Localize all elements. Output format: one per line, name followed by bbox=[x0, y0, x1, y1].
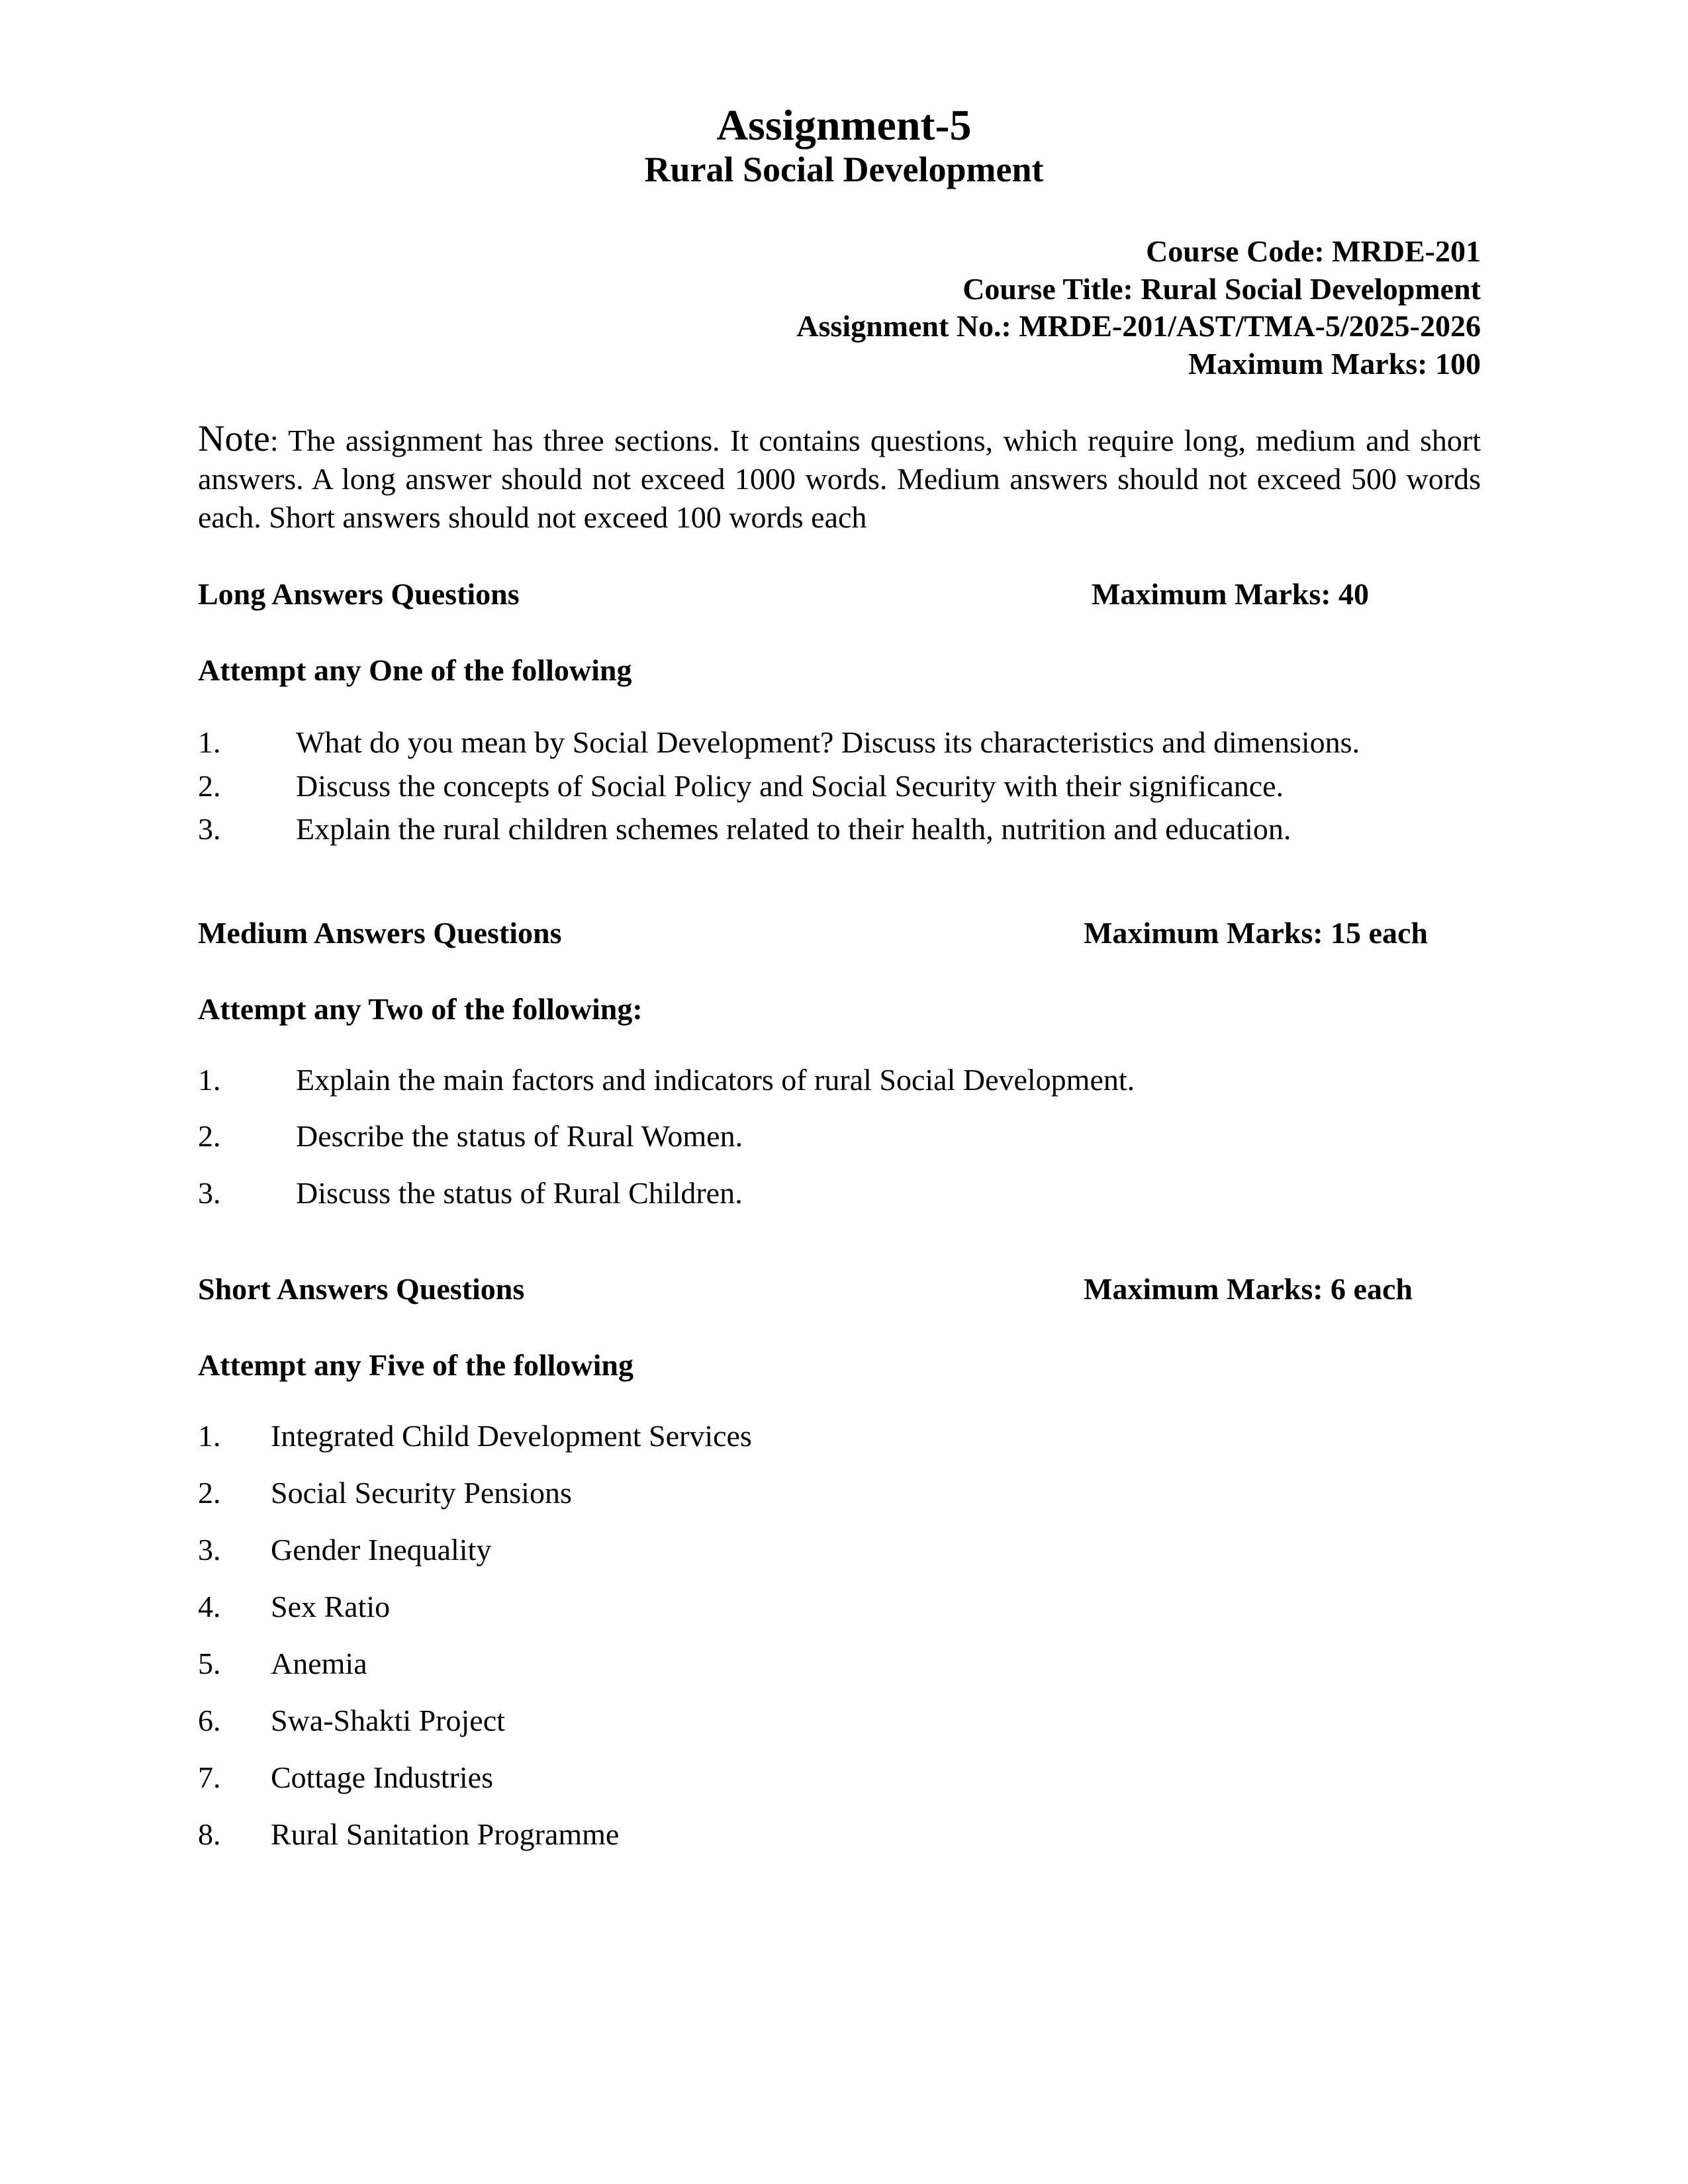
medium-question-number: 1. bbox=[198, 1063, 221, 1097]
medium-question-number: 2. bbox=[198, 1119, 221, 1153]
long-question-text: What do you mean by Social Development? Discuss its characteristics and dimensions. bbox=[296, 725, 1360, 759]
short-question-number: 5. bbox=[198, 1647, 221, 1680]
medium-question-text: Discuss the status of Rural Children. bbox=[296, 1176, 743, 1210]
assignment-number: Assignment No.: MRDE-201/AST/TMA-5/2025-2026 bbox=[796, 309, 1481, 343]
short-question-text: Integrated Child Development Services bbox=[271, 1419, 752, 1453]
long-question-text: Discuss the concepts of Social Policy and Social Security with their significance. bbox=[296, 769, 1284, 803]
short-question-text: Anemia bbox=[271, 1647, 367, 1680]
short-question-text: Cottage Industries bbox=[271, 1760, 493, 1794]
course-code: Course Code: MRDE-201 bbox=[1146, 234, 1481, 268]
short-section-heading: Short Answers Questions bbox=[198, 1272, 525, 1306]
note-label: Note bbox=[198, 418, 270, 459]
page-subtitle: Rural Social Development bbox=[644, 150, 1044, 189]
course-title: Course Title: Rural Social Development bbox=[962, 272, 1481, 306]
short-question-number: 2. bbox=[198, 1476, 221, 1510]
short-question-text: Rural Sanitation Programme bbox=[271, 1817, 620, 1851]
long-question-text: Explain the rural children schemes related to their health, nutrition and education. bbox=[296, 812, 1291, 846]
short-question-number: 8. bbox=[198, 1817, 221, 1851]
short-question-text: Sex Ratio bbox=[271, 1590, 391, 1623]
short-section-marks: Maximum Marks: 6 each bbox=[1084, 1272, 1413, 1306]
note-text: : The assignment has three sections. It contains questions, which require long, medium and short answers. A long answer should not exceed 1000 words. Medium answers should not exceed 500 words each. Short answers should not exceed 100 words each bbox=[198, 424, 1481, 534]
long-section-marks: Maximum Marks: 40 bbox=[1092, 577, 1370, 611]
long-section-heading: Long Answers Questions bbox=[198, 577, 520, 611]
medium-section-marks: Maximum Marks: 15 each bbox=[1084, 916, 1428, 950]
short-question-text: Social Security Pensions bbox=[271, 1476, 572, 1510]
short-question-text: Gender Inequality bbox=[271, 1533, 492, 1567]
medium-question-text: Explain the main factors and indicators of rural Social Development. bbox=[296, 1063, 1135, 1097]
long-question-number: 3. bbox=[198, 812, 221, 846]
maximum-marks-total: Maximum Marks: 100 bbox=[1188, 347, 1481, 381]
short-question-number: 6. bbox=[198, 1704, 221, 1737]
short-question-number: 3. bbox=[198, 1533, 221, 1567]
medium-section-heading: Medium Answers Questions bbox=[198, 916, 562, 950]
medium-question-number: 3. bbox=[198, 1176, 221, 1210]
note-paragraph bbox=[198, 420, 1481, 537]
short-section-instruction: Attempt any Five of the following bbox=[198, 1348, 633, 1382]
short-question-text: Swa-Shakti Project bbox=[271, 1704, 505, 1737]
long-question-number: 1. bbox=[198, 725, 221, 759]
medium-section-instruction: Attempt any Two of the following: bbox=[198, 992, 643, 1026]
short-question-number: 4. bbox=[198, 1590, 221, 1623]
medium-question-text: Describe the status of Rural Women. bbox=[296, 1119, 743, 1153]
short-question-number: 7. bbox=[198, 1760, 221, 1794]
page-title: Assignment-5 bbox=[716, 101, 972, 150]
short-question-number: 1. bbox=[198, 1419, 221, 1453]
long-section-instruction: Attempt any One of the following bbox=[198, 653, 632, 687]
long-question-number: 2. bbox=[198, 769, 221, 803]
